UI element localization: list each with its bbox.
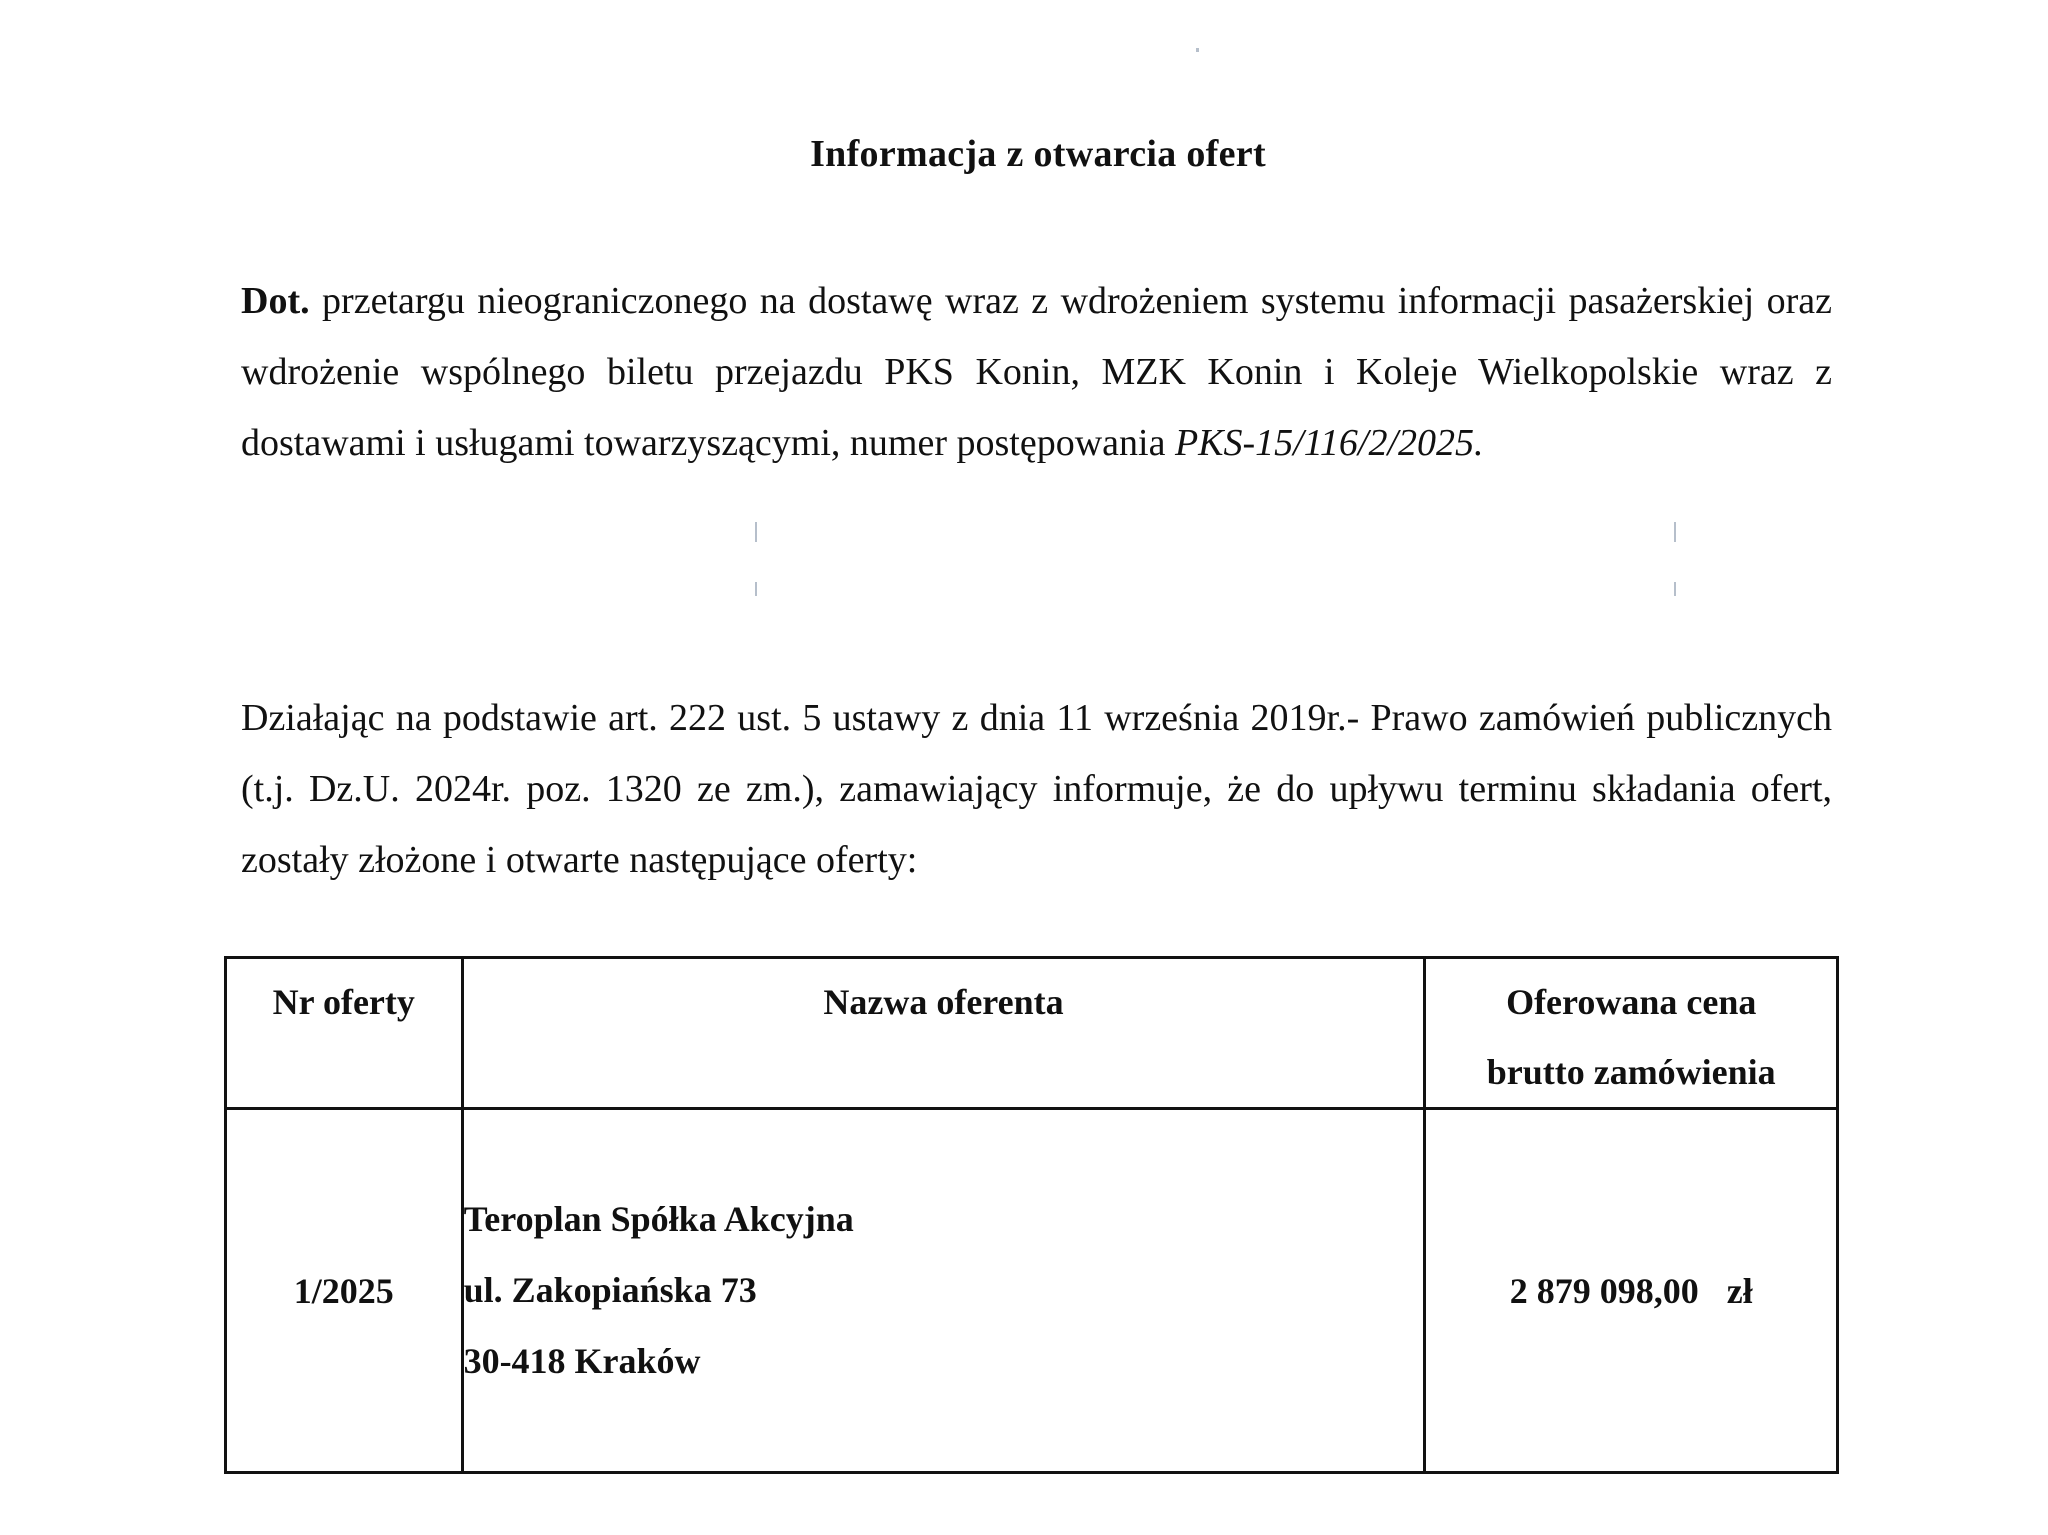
table-header-row bbox=[226, 958, 1838, 1109]
case-reference: PKS-15/116/2/2025. bbox=[1174, 422, 1484, 464]
header-bidder-name: Nazwa oferenta bbox=[462, 958, 1425, 1109]
scan-mark bbox=[755, 582, 757, 596]
scan-mark bbox=[755, 522, 757, 542]
subject-lead: Dot. bbox=[241, 280, 310, 322]
header-offered-price bbox=[1425, 958, 1838, 1109]
price-amount: 2 879 098,00 bbox=[1509, 1270, 1699, 1311]
scan-mark bbox=[1196, 48, 1199, 52]
scan-mark bbox=[1674, 522, 1676, 542]
bidder-street: ul. Zakopiańska 73 bbox=[463, 1270, 757, 1310]
header-offer-number: Nr oferty bbox=[226, 958, 463, 1109]
document-title: Informacja z otwarcia ofert bbox=[810, 133, 1266, 175]
header-price-line2: brutto zamówienia bbox=[1486, 1052, 1776, 1092]
offer-number-cell: 1/2025 bbox=[226, 1109, 463, 1473]
subject-paragraph bbox=[241, 266, 1832, 479]
scan-mark bbox=[1674, 582, 1676, 596]
price-currency: zł bbox=[1726, 1270, 1753, 1311]
offers-table bbox=[224, 956, 1839, 1474]
price-cell bbox=[1425, 1109, 1838, 1473]
subject-body: przetargu nieograniczonego na dostawę wraz z wdrożeniem systemu informacji pasażerskiej oraz wdrożenie wspólnego biletu przejazdu PKS Konin, MZK Konin i Koleje Wielkopolskie wraz z dostawami i usługami towarzyszącymi, numer postępowania bbox=[241, 280, 1833, 464]
header-price-line1: Oferowana cena bbox=[1506, 982, 1757, 1022]
bidder-name: Teroplan Spółka Akcyjna bbox=[463, 1199, 854, 1239]
table-row bbox=[226, 1109, 1838, 1473]
bidder-city: 30-418 Kraków bbox=[463, 1341, 701, 1381]
bidder-cell bbox=[462, 1109, 1425, 1473]
legal-basis-paragraph: Działając na podstawie art. 222 ust. 5 ustawy z dnia 11 września 2019r.- Prawo zamówień publicznych (t.j. Dz.U. 2024r. poz. 1320 ze zm.), zamawiający informuje, że do upływu terminu składania ofert, zostały złożone i otwarte następujące oferty: bbox=[241, 697, 1832, 881]
